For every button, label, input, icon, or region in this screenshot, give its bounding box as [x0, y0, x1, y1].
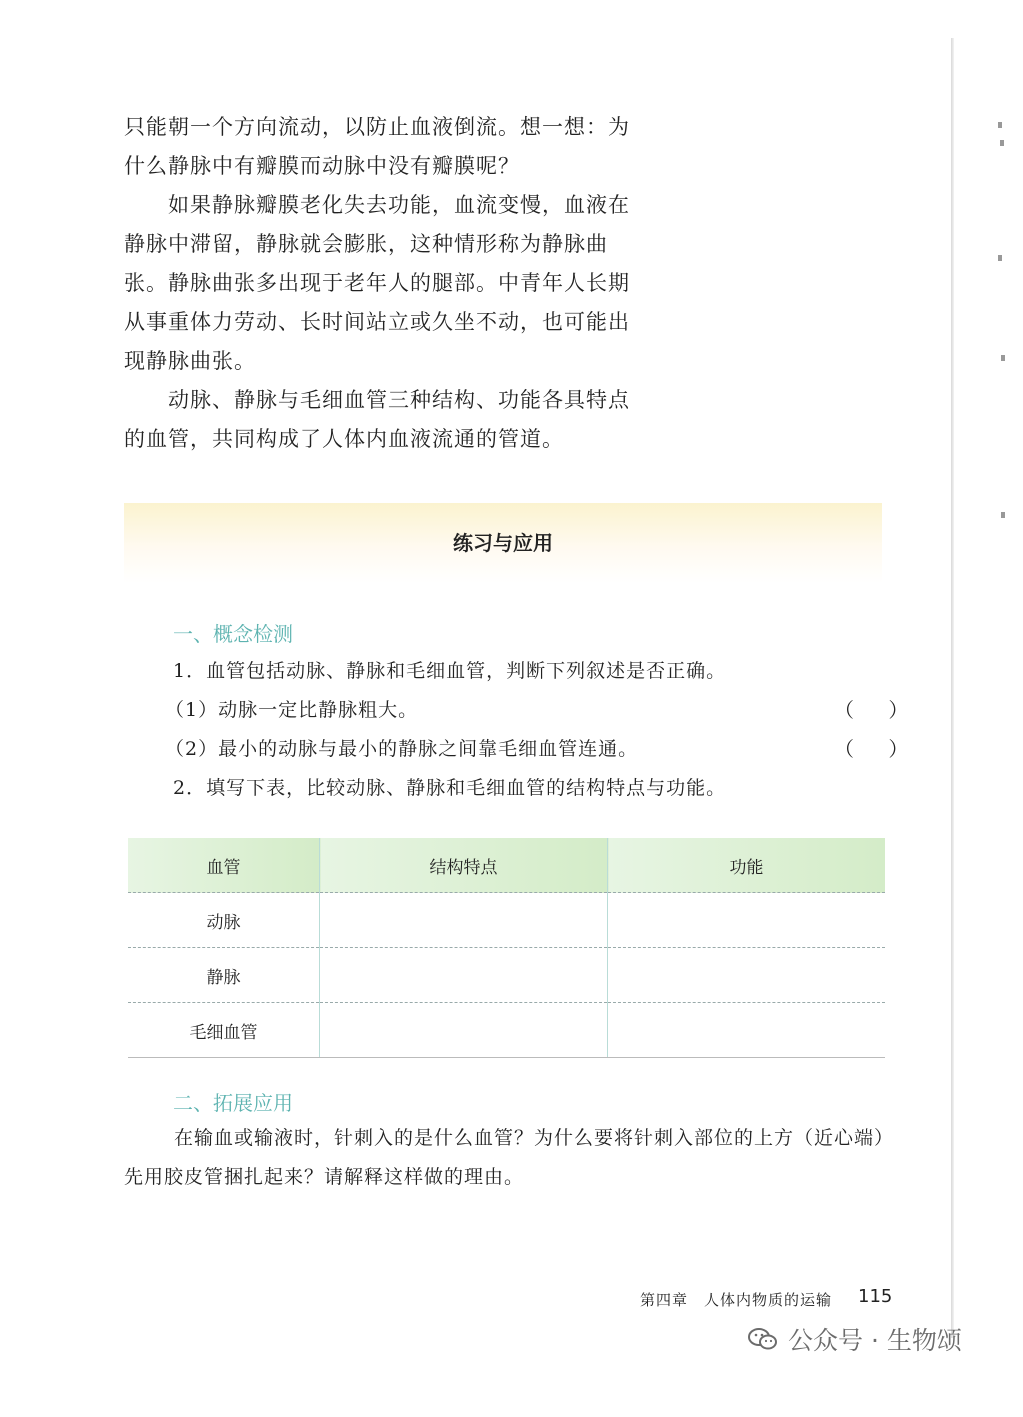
watermark — [748, 1321, 962, 1357]
question-1-item-2: （2）最小的动脉与最小的静脉之间靠毛细血管连通。 — [165, 738, 639, 760]
intro-paragraph-2: 如果静脉瓣膜老化失去功能，血流变慢，血液在静脉中滞留，静脉就会膨胀，这种情形称为静脉曲张。静脉曲张多出现于老年人的腿部。中青年人长期从事重体力劳动、长时间站立或久坐不动，也可能出现静脉曲张。 — [124, 193, 630, 373]
table-header-cell: 结构特点 — [320, 838, 608, 893]
question-1: 1．血管包括动脉、静脉和毛细血管，判断下列叙述是否正确。 — [173, 660, 727, 682]
exercise-title: 练习与应用 — [453, 531, 553, 555]
table-header-row — [128, 838, 885, 893]
page-edge-shadow — [951, 38, 954, 1338]
table-row — [128, 948, 885, 1003]
scan-mark — [1001, 512, 1005, 518]
table-cell-structure[interactable] — [320, 893, 608, 948]
table-row — [128, 1003, 885, 1058]
table-cell-function[interactable] — [608, 1003, 886, 1058]
section2-heading: 二、拓展应用 — [173, 1091, 293, 1115]
intro-paragraph-3: 动脉、静脉与毛细血管三种结构、功能各具特点的血管，共同构成了人体内血液流通的管道。 — [124, 388, 630, 451]
scan-mark — [1000, 140, 1004, 146]
answer-blank-2[interactable]: （ ） — [834, 737, 923, 761]
table-cell-structure[interactable] — [320, 948, 608, 1003]
footer-chapter: 第四章 人体内物质的运输 — [640, 1291, 833, 1309]
table-cell-structure[interactable] — [320, 1003, 608, 1058]
section2-question: 在输血或输液时，针刺入的是什么血管？为什么要将针刺入部位的上方（近心端）先用胶皮管捆扎起来？请解释这样做的理由。 — [124, 1127, 895, 1188]
table-header-cell: 功能 — [608, 838, 886, 893]
section1-heading: 一、概念检测 — [173, 622, 293, 646]
table-cell-vessel: 动脉 — [128, 893, 320, 948]
table-cell-vessel: 毛细血管 — [128, 1003, 320, 1058]
scan-mark — [998, 122, 1002, 128]
table-cell-function[interactable] — [608, 893, 886, 948]
question-2: 2．填写下表，比较动脉、静脉和毛细血管的结构特点与功能。 — [173, 777, 727, 799]
exercise-banner — [124, 503, 882, 583]
question-1-item-1: （1）动脉一定比静脉粗大。 — [165, 699, 419, 721]
watermark-text: 公众号 · 生物颂 — [788, 1326, 962, 1355]
page-number: 115 — [858, 1286, 893, 1307]
scan-mark — [998, 255, 1002, 261]
answer-blank-1[interactable]: （ ） — [834, 698, 923, 722]
table-cell-vessel: 静脉 — [128, 948, 320, 1003]
table-cell-function[interactable] — [608, 948, 886, 1003]
scan-mark — [1001, 355, 1005, 361]
wechat-icon — [748, 1327, 778, 1351]
blood-vessel-table — [128, 838, 885, 1058]
table-header-cell: 血管 — [128, 838, 320, 893]
intro-paragraph-1: 只能朝一个方向流动，以防止血液倒流。想一想：为什么静脉中有瓣膜而动脉中没有瓣膜呢？ — [124, 115, 630, 178]
table-row — [128, 893, 885, 948]
